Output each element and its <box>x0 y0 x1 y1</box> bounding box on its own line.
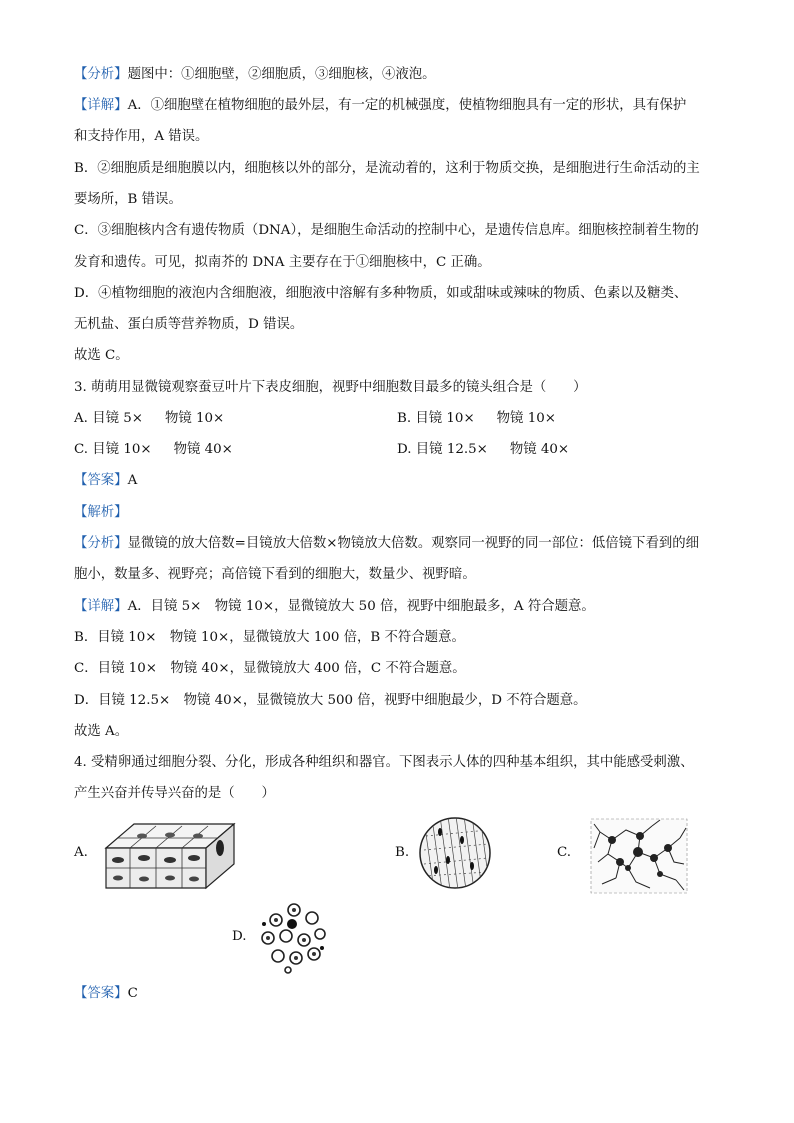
q4-option-b-letter: B. <box>395 845 410 860</box>
q2-detail-a-line1: 【详解】A．①细胞壁在植物细胞的最外层，有一定的机械强度，使植物细胞具有一定的形状，具有保护 <box>74 98 687 113</box>
epithelial-tissue-figure <box>100 818 240 898</box>
fenxi-tag: 【分析】 <box>74 536 128 551</box>
fenxi-tag: 【分析】 <box>74 67 128 82</box>
q3-analysis-line1: 【分析】显微镜的放大倍数=目镜放大倍数×物镜放大倍数。观察同一视野的同一部位：低倍镜下看到的细 <box>74 536 700 551</box>
q3-option-a: A. 目镜 5× 物镜 10× <box>74 411 225 426</box>
q4-option-c-letter: C. <box>557 845 572 860</box>
q3-stem: 3. 萌萌用显微镜观察蚕豆叶片下表皮细胞，视野中细胞数目最多的镜头组合是（ ） <box>74 380 587 395</box>
q3-detail-a: 【详解】A．目镜 5× 物镜 10×，显微镜放大 50 倍，视野中细胞最多，A 符合题意。 <box>74 599 595 614</box>
q3-answer <box>74 471 137 491</box>
q3-option-d: D. 目镜 12.5× 物镜 40× <box>397 442 570 457</box>
answer-value: A <box>127 473 138 488</box>
q3-option-c: C. 目镜 10× 物镜 40× <box>74 442 233 457</box>
answer-value: C <box>127 986 138 1001</box>
q3-detail-d: D．目镜 12.5× 物镜 40×，显微镜放大 500 倍，视野中细胞最少，D 不符合题意。 <box>74 693 587 708</box>
xiangjie-tag: 【详解】 <box>74 599 128 614</box>
q2-detail-d-line2: 无机盐、蛋白质等营养物质，D 错误。 <box>74 317 304 332</box>
q4-option-a-letter: A. <box>74 845 88 860</box>
q3-option-b: B. 目镜 10× 物镜 10× <box>397 411 556 426</box>
q2-detail-a-line2: 和支持作用，A 错误。 <box>74 129 209 144</box>
q3-detail-c: C．目镜 10× 物镜 40×，显微镜放大 400 倍，C 不符合题意。 <box>74 661 466 676</box>
q3-detail-b: B．目镜 10× 物镜 10×，显微镜放大 100 倍，B 不符合题意。 <box>74 630 465 645</box>
q3-analysis-line2: 胞小，数量多、视野亮；高倍镜下看到的细胞大，数量少、视野暗。 <box>74 567 476 582</box>
q4-stem-line2: 产生兴奋并传导兴奋的是（ ） <box>74 786 275 801</box>
xiangjie-tag: 【详解】 <box>74 98 128 113</box>
muscle-tissue-figure <box>418 816 492 890</box>
nervous-tissue-figure <box>590 818 688 894</box>
q2-detail-b-line1: B．②细胞质是细胞膜以内，细胞核以外的部分，是流动着的，这利于物质交换，是细胞进行生命活动的主 <box>74 161 700 176</box>
q3-conclusion: 故选 A。 <box>74 724 129 739</box>
q4-answer <box>74 984 138 1004</box>
blood-tissue-figure <box>256 902 330 974</box>
answer-tag: 【答案】 <box>74 473 128 488</box>
q4-option-d-letter: D. <box>232 929 247 944</box>
q4-stem-line1: 4. 受精卵通过细胞分裂、分化，形成各种组织和器官。下图表示人体的四种基本组织，其中能感受刺激、 <box>74 755 694 770</box>
fenxi-text: 题图中：①细胞壁，②细胞质，③细胞核，④液泡。 <box>127 67 436 82</box>
q3-jiexi-tag: 【解析】 <box>74 505 128 520</box>
q2-detail-b-line2: 要场所，B 错误。 <box>74 192 182 207</box>
q2-analysis-line <box>74 65 436 85</box>
q2-detail-d-line1: D．④植物细胞的液泡内含细胞液，细胞液中溶解有多种物质，如或甜味或辣味的物质、色素以及糖类、 <box>74 286 688 301</box>
q2-detail-c-line1: C．③细胞核内含有遗传物质（DNA），是细胞生命活动的控制中心，是遗传信息库。细胞核控制着生物的 <box>74 223 699 238</box>
q2-detail-c-line2: 发育和遗传。可见，拟南芥的 DNA 主要存在于①细胞核中，C 正确。 <box>74 255 491 270</box>
q2-conclusion: 故选 C。 <box>74 348 129 363</box>
answer-tag: 【答案】 <box>74 986 128 1001</box>
